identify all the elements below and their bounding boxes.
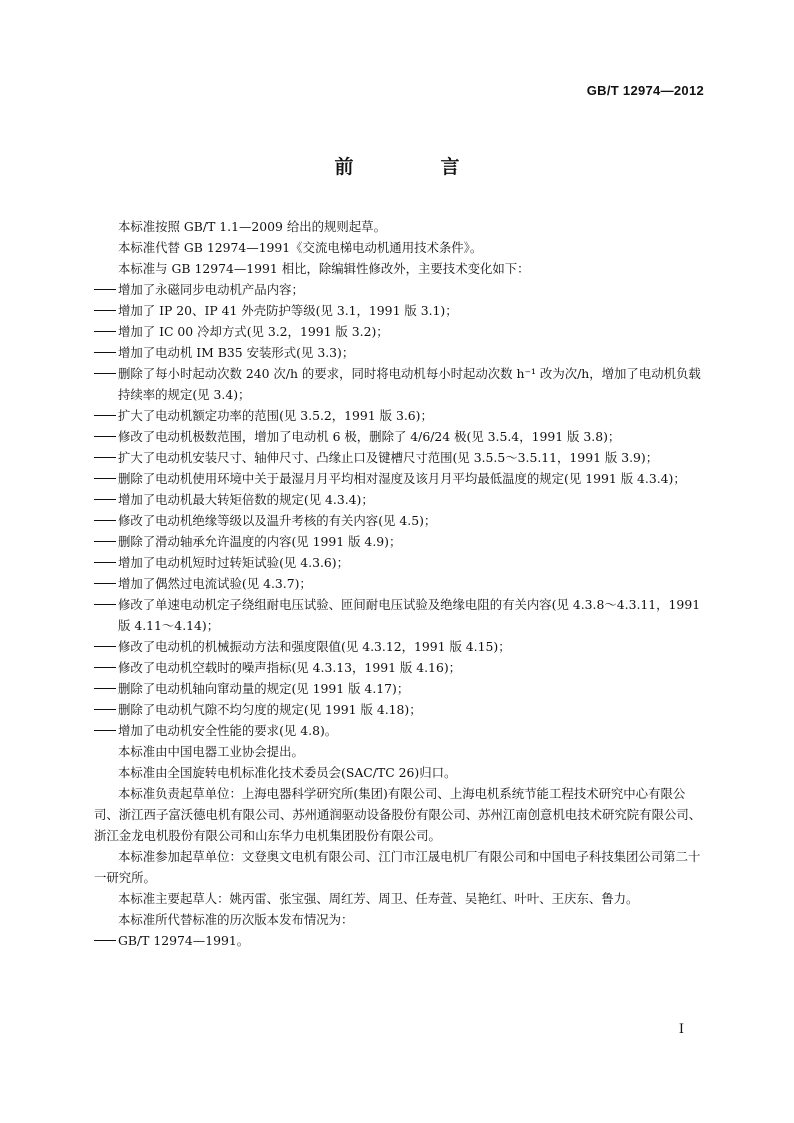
dash-marker: [94, 447, 118, 468]
list-item: 增加了电动机短时过转矩试验(见 4.3.6)；: [94, 552, 706, 573]
list-item: 增加了 IC 00 冷却方式(见 3.2，1991 版 3.2)；: [94, 321, 706, 342]
dash-marker: [94, 720, 118, 741]
standard-code: GB/T 12974—2012: [586, 83, 704, 98]
list-item: 增加了电动机安全性能的要求(见 4.8)。: [94, 720, 706, 741]
list-item: 修改了电动机绝缘等级以及温升考核的有关内容(见 4.5)；: [94, 510, 706, 531]
changes-list: [94, 279, 706, 741]
dash-marker: [94, 321, 118, 342]
list-item: 删除了每小时起动次数 240 次/h 的要求，同时将电动机每小时起动次数 h⁻¹ 改为次/h，增加了电动机负载持续率的规定(见 3.4)；: [94, 363, 706, 405]
list-item: 增加了电动机最大转矩倍数的规定(见 4.3.4)；: [94, 489, 706, 510]
paragraph: 本标准所代替标准的历次版本发布情况为：: [118, 912, 354, 927]
dash-marker: [94, 363, 118, 384]
dash-marker: [94, 594, 118, 615]
list-item: 删除了电动机轴向窜动量的规定(见 1991 版 4.17)；: [94, 678, 706, 699]
paragraph: 本标准与 GB 12974—1991 相比，除编辑性修改外，主要技术变化如下：: [118, 261, 530, 276]
paragraph: 本标准负责起草单位：上海电器科学研究所(集团)有限公司、上海电机系统节能工程技术研究中心有限公司、浙江西子富沃德电机有限公司、苏州通润驱动设备股份有限公司、苏州江南创意机电技术研究院有限公司、浙江金龙电机股份有限公司和山东华力电机集团股份有限公司。: [94, 786, 702, 843]
paragraph: 本标准由中国电器工业协会提出。: [118, 744, 304, 759]
dash-marker: [94, 636, 118, 657]
preface-body: [94, 216, 706, 951]
page-title: 前 言: [334, 156, 494, 178]
list-item: GB/T 12974—1991。: [94, 930, 706, 951]
dash-marker: [94, 699, 118, 720]
dash-marker: [94, 573, 118, 594]
dash-marker: [94, 930, 118, 951]
dash-marker: [94, 279, 118, 300]
dash-marker: [94, 510, 118, 531]
dash-marker: [94, 342, 118, 363]
dash-marker: [94, 678, 118, 699]
dash-marker: [94, 552, 118, 573]
list-item: 修改了电动机的机械振动方法和强度限值(见 4.3.12，1991 版 4.15)；: [94, 636, 706, 657]
list-item: 修改了电动机空载时的噪声指标(见 4.3.13，1991 版 4.16)；: [94, 657, 706, 678]
list-item: 修改了单速电动机定子绕组耐电压试验、匝间耐电压试验及绝缘电阻的有关内容(见 4.3.8～4.3.11，1991 版 4.11～4.14)；: [94, 594, 706, 636]
list-item: 扩大了电动机额定功率的范围(见 3.5.2，1991 版 3.6)；: [94, 405, 706, 426]
dash-marker: [94, 405, 118, 426]
paragraph: 本标准由全国旋转电机标准化技术委员会(SAC/TC 26)归口。: [118, 765, 457, 780]
list-item: 增加了电动机 IM B35 安装形式(见 3.3)；: [94, 342, 706, 363]
paragraph: 本标准代替 GB 12974—1991《交流电梯电动机通用技术条件》。: [118, 240, 483, 255]
list-item: 修改了电动机极数范围，增加了电动机 6 极，删除了 4/6/24 极(见 3.5.4，1991 版 3.8)；: [94, 426, 706, 447]
paragraph: 本标准按照 GB/T 1.1—2009 给出的规则起草。: [118, 219, 386, 234]
dash-marker: [94, 300, 118, 321]
paragraph: 本标准主要起草人：姚丙雷、张宝强、周红芳、周卫、任寿萱、吴艳红、叶叶、王庆东、鲁力。: [118, 891, 639, 906]
list-item: 增加了 IP 20、IP 41 外壳防护等级(见 3.1，1991 版 3.1)；: [94, 300, 706, 321]
dash-marker: [94, 426, 118, 447]
dash-marker: [94, 531, 118, 552]
paragraph: 本标准参加起草单位：文登奥文电机有限公司、江门市江晟电机厂有限公司和中国电子科技集团公司第二十一研究所。: [94, 849, 701, 885]
list-item: 扩大了电动机安装尺寸、轴伸尺寸、凸缘止口及键槽尺寸范围(见 3.5.5～3.5.11，1991 版 3.9)；: [94, 447, 706, 468]
list-item: 删除了滑动轴承允许温度的内容(见 1991 版 4.9)；: [94, 531, 706, 552]
list-item: 增加了偶然过电流试验(见 4.3.7)；: [94, 573, 706, 594]
list-item: 删除了电动机气隙不均匀度的规定(见 1991 版 4.18)；: [94, 699, 706, 720]
list-item: 增加了永磁同步电动机产品内容；: [94, 279, 706, 300]
list-item: 删除了电动机使用环境中关于最湿月月平均相对湿度及该月月平均最低温度的规定(见 1991 版 4.3.4)；: [94, 468, 706, 489]
dash-marker: [94, 489, 118, 510]
history-list: [94, 930, 706, 951]
dash-marker: [94, 468, 118, 489]
page-number: I: [678, 1022, 684, 1037]
dash-marker: [94, 657, 118, 678]
